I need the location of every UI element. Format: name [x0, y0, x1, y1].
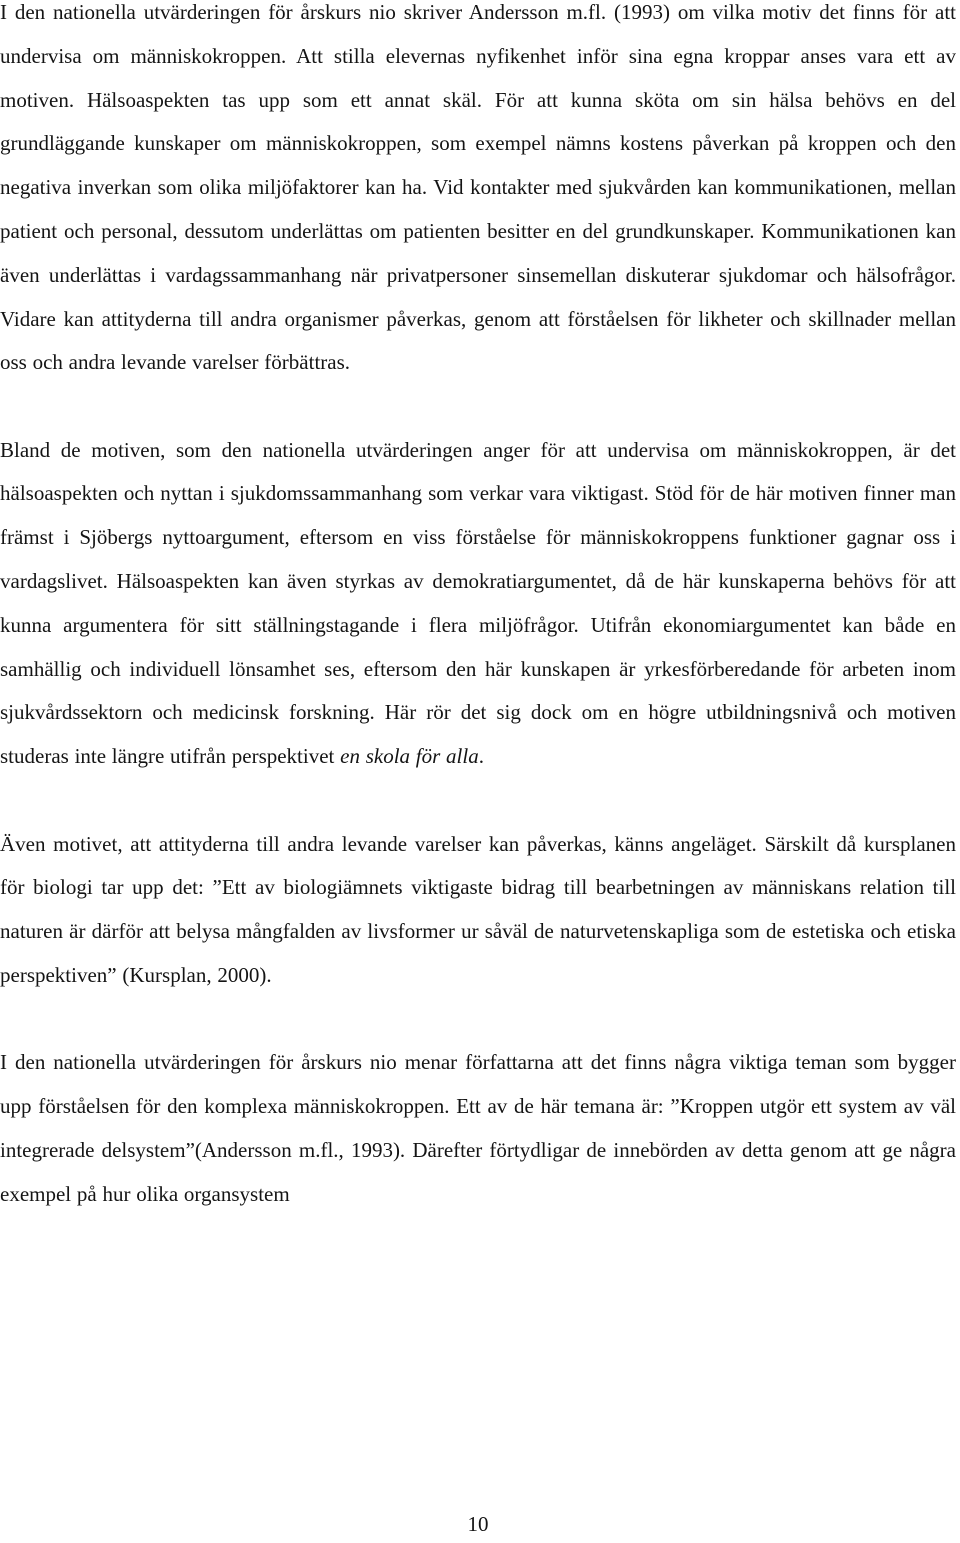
- paragraph-themes: I den nationella utvärderingen för årskurs nio menar författarna att det finns några viktiga teman som bygger upp förståelsen för den komplexa människokroppen. Ett av de här temana är: ”Kroppen utgör ett system av väl integrerade delsystem”(Andersson m.fl., 1993). Därefter förtydligar de innebörden av detta genom att ge några exempel på hur olika organsystem: [0, 1050, 956, 1206]
- paragraph-health-aspect: [0, 429, 956, 779]
- paragraph-motives: I den nationella utvärderingen för årskurs nio skriver Andersson m.fl. (1993) om vilka motiv det finns för att undervisa om människokroppen. Att stilla elevernas nyfikenhet inför sina egna kroppar anses vara ett av motiven. Hälsoaspekten tas upp som ett annat skäl. För att kunna sköta om sin hälsa behövs en del grundläggande kunskaper om människokroppen, som exempel nämns kostens påverkan på kroppen och den negativa inverkan som olika miljöfaktorer kan ha. Vid kontakter med sjukvården kan kommunikationen, mellan patient och personal, dessutom underlättas om patienten besitter en del grundkunskaper. Kommunikationen kan även underlättas i vardagssammanhang när privatpersoner sinsemellan diskuterar sjukdomar och hälsofrågor. Vidare kan attityderna till andra organismer påverkas, genom att förståelsen för likheter och skillnader mellan oss och andra levande varelser förbättras.: [0, 0, 956, 375]
- paragraph-attitudes: Även motivet, att attityderna till andra levande varelser kan påverkas, känns angeläget. Särskilt då kursplanen för biologi tar upp det: ”Ett av biologiämnets viktigaste bidrag till bearbetningen av människans relation till naturen är därför att belysa mångfalden av livsformer ur såväl de naturvetenskapliga som de estetiska och etiska perspektiven” (Kursplan, 2000).: [0, 831, 956, 987]
- paragraph-health-aspect-text: Bland de motiven, som den nationella utvärderingen anger för att undervisa om människokroppen, är det hälsoaspekten och nyttan i sjukdomssammanhang som verkar vara viktigast. Stöd för de här motiven finner man främst i Sjöbergs nyttoargument, eftersom en viss förståelse för människokroppens funktioner gagnar oss i vardagslivet. Hälsoaspekten kan även styrkas av demokratiargumentet, då de här kunskaperna behövs för att kunna argumentera för sitt ställningstagande i flera miljöfrågor. Utifrån ekonomiargumentet kan både en samhällig och individuell lönsamhet ses, eftersom den här kunskapen är yrkesförberedande för arbeten inom sjukvårdssektorn och medicinsk forskning. Här rör det sig dock om en högre utbildningsnivå och motiven studeras inte längre utifrån perspektivet: [0, 437, 956, 769]
- paragraph-health-aspect-tail: .: [478, 744, 484, 769]
- paragraph-health-aspect-italic: en skola för alla: [340, 744, 479, 769]
- page-number: 10: [467, 1512, 489, 1536]
